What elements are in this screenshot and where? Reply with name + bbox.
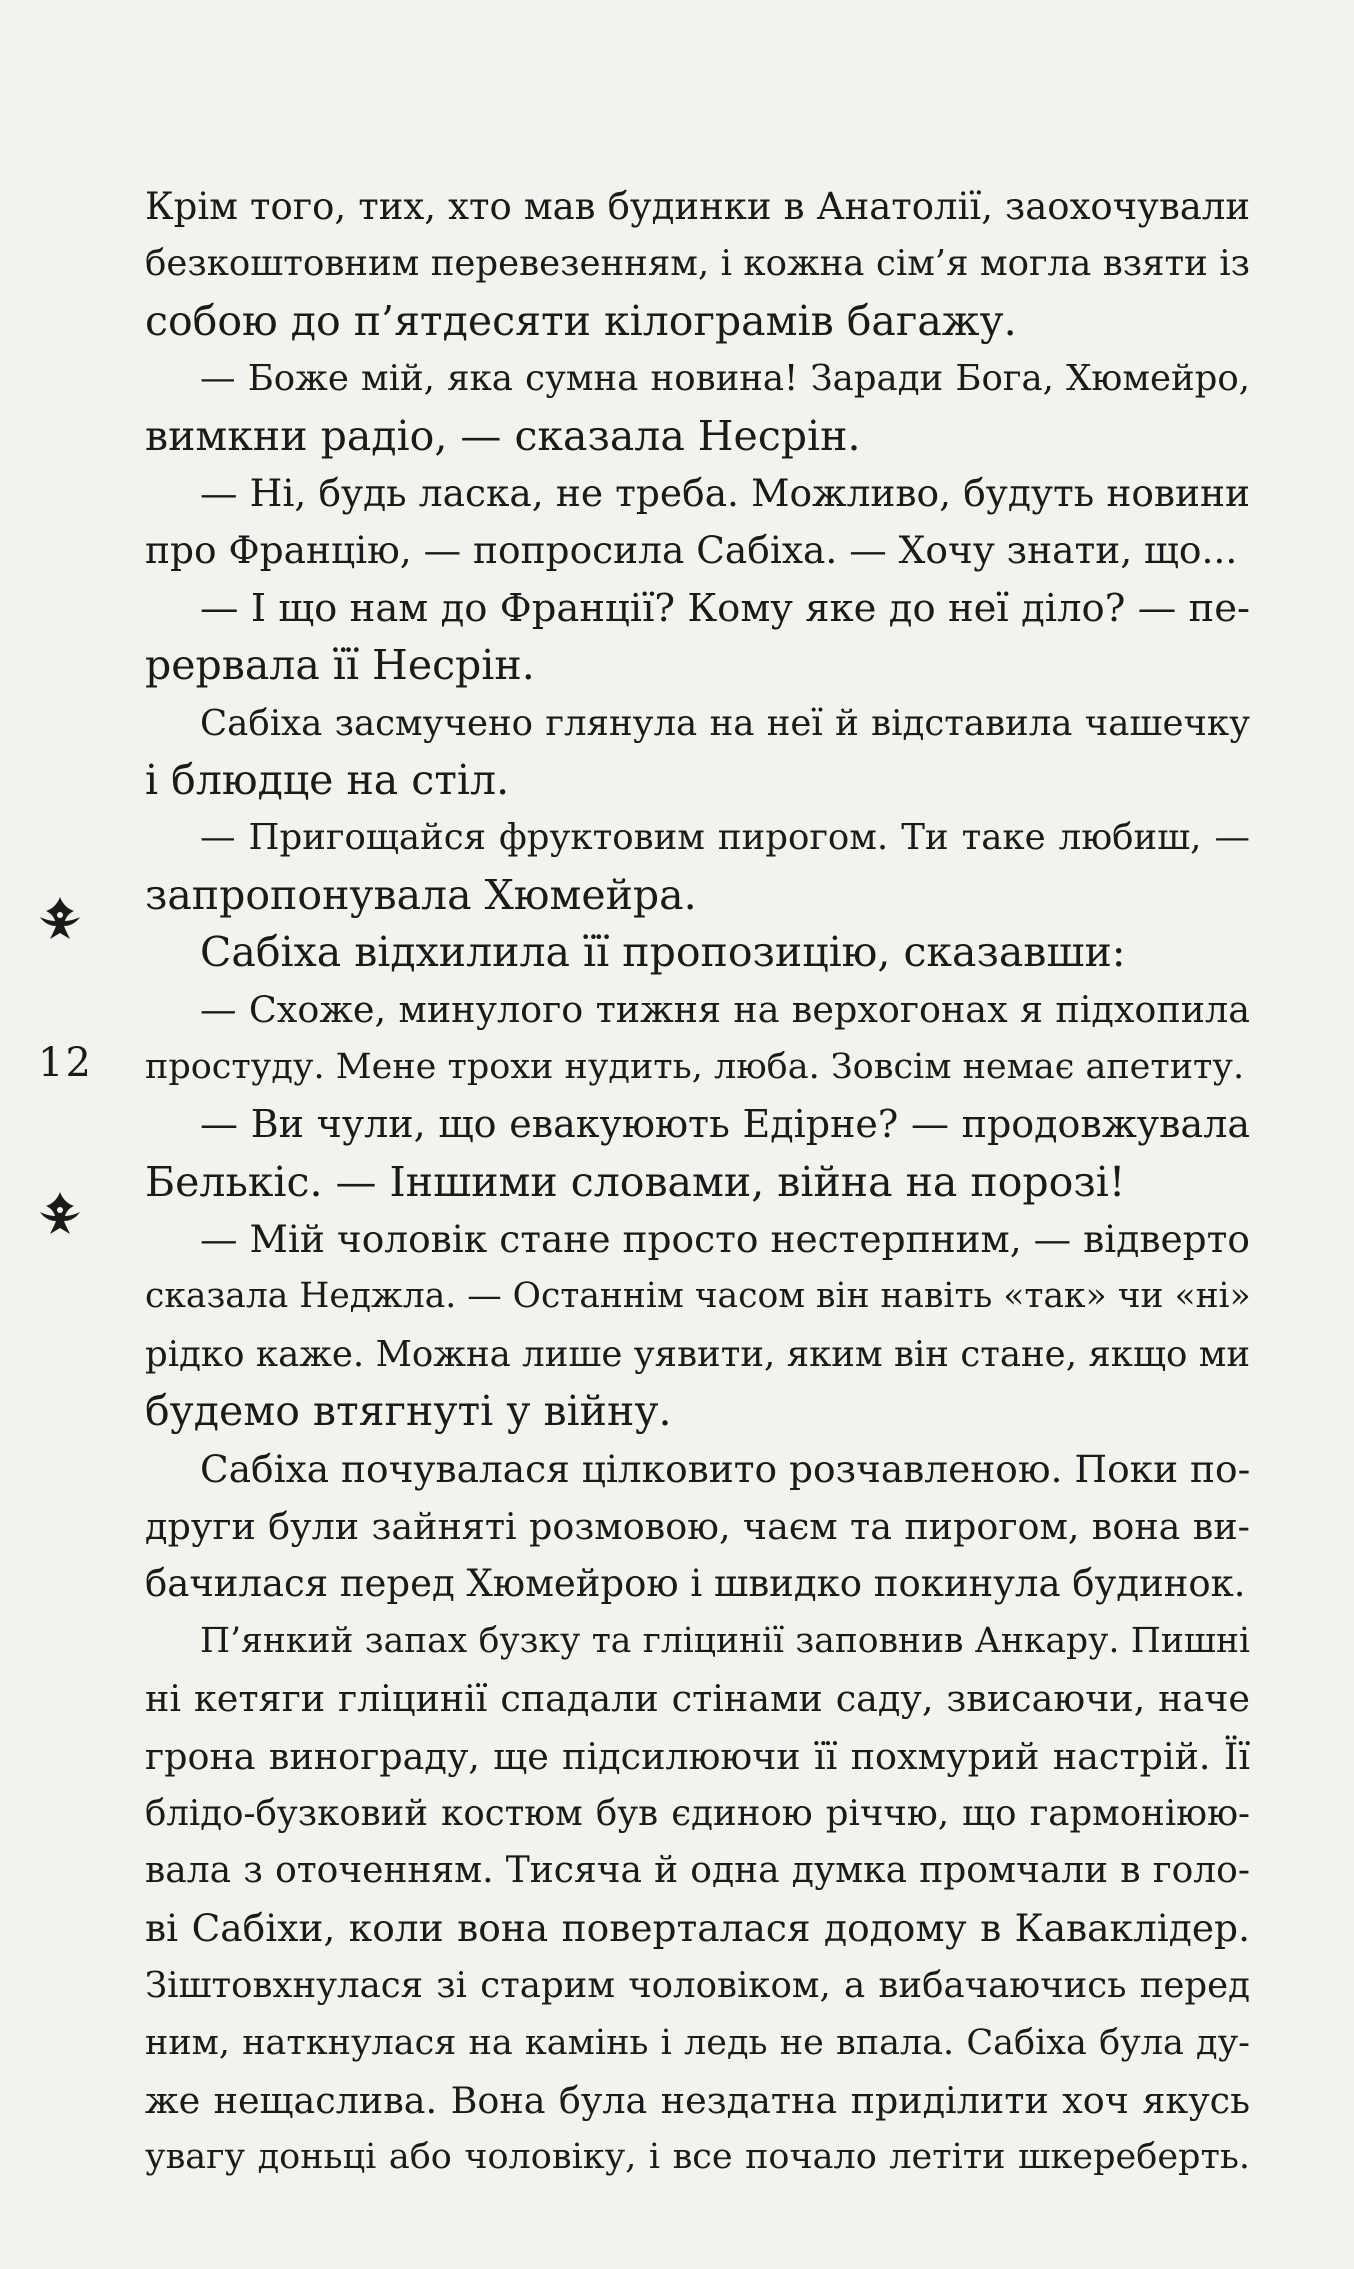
text-line: бачилася перед Хюмейрою і швидко покинула будинок. — [145, 1562, 1246, 1606]
text-line: вала з оточенням. Тисяча й одна думка промчали в голо- — [145, 1850, 1250, 1892]
text-line: ні кетяги гліцинії спадали стінами саду, звисаючи, наче — [145, 1677, 1250, 1721]
text-line: про Францію, — попросила Сабіха. — Хочу знати, що... — [145, 528, 1238, 573]
text-line: Крім того, тих, хто мав будинки в Анатолії, заохочували — [145, 185, 1250, 228]
text-line: і блюдце на стіл. — [145, 755, 510, 804]
text-line: Сабіха почувалася цілковито розчавленою. Поки по- — [200, 1446, 1251, 1491]
text-line: запропонувала Хюмейра. — [145, 870, 697, 919]
text-line: рідко каже. Можна лише уявити, яким він стане, якщо ми — [145, 1333, 1250, 1375]
body-text — [145, 178, 1250, 2187]
text-line: ві Сабіхи, коли вона поверталася додому в Каваклідер. — [145, 1905, 1250, 1950]
page-number: 12 — [38, 1040, 93, 1086]
text-line: Зіштовхнулася зі старим чоловіком, а вибачаючись перед — [145, 1965, 1250, 2007]
text-line: други були зайняті розмовою, чаєм та пирогом, вона ви- — [145, 1504, 1250, 1548]
text-line: Белькіс. — Іншими словами, війна на порозі! — [145, 1157, 1126, 1206]
text-line: блідо-бузковий костюм був єдиною річчю, що гармоніюю- — [145, 1792, 1250, 1834]
text-line: — Схоже, минулого тижня на верхогонах я підхопила — [200, 988, 1250, 1032]
text-line: увагу доньці або чоловіку, і все почало летіти шкереберть. — [145, 2137, 1250, 2178]
text-line: — І що нам до Франції? Кому яке до неї діло? — пе- — [200, 585, 1250, 631]
text-line: ним, наткнулася на камінь і ледь не впала. Сабіха була ду- — [145, 2022, 1250, 2063]
text-line: — Ні, будь ласка, не треба. Можливо, будуть новини — [200, 470, 1250, 515]
text-line: же нещаслива. Вона була нездатна приділити хоч якусь — [145, 2078, 1250, 2122]
text-line: Сабіха засмучено глянула на неї й відставила чашечку — [200, 702, 1250, 744]
text-line: — Пригощайся фруктовим пирогом. Ти таке любиш, — — [200, 817, 1250, 859]
text-line: — Мій чоловік стане просто нестерпним, — відверто — [200, 1217, 1250, 1262]
fleur-ornament-icon — [38, 895, 82, 945]
text-line: будемо втягнуті у війну. — [145, 1387, 672, 1436]
text-line: грона винограду, ще підсилюючи її похмурий настрій. Її — [145, 1734, 1250, 1778]
text-line: рервала її Несрін. — [145, 641, 535, 690]
text-line: простуду. Мене трохи нудить, люба. Зовсім немає апетиту. — [145, 1046, 1245, 1087]
text-line: сказала Неджла. — Останнім часом він навіть «так» чи «ні» — [145, 1276, 1251, 1317]
text-line: вимкни радіо, — сказала Несрін. — [145, 411, 861, 460]
fleur-ornament-icon — [38, 1190, 82, 1240]
text-line: собою до п’ятдесяти кілограмів багажу. — [145, 296, 1017, 345]
text-line: — Боже мій, яка сумна новина! Заради Бога, Хюмейро, — [200, 358, 1250, 400]
text-line: — Ви чули, що евакуюють Едірне? — продовжувала — [200, 1102, 1250, 1147]
text-line: безкоштовним перевезенням, і кожна сім’я могла взяти із — [145, 243, 1250, 285]
text-line: П’янкий запах бузку та гліцинії заповнив Анкару. Пишні — [200, 1620, 1250, 1661]
text-line: Сабіха відхилила її пропозицію, сказавши: — [200, 928, 1126, 977]
